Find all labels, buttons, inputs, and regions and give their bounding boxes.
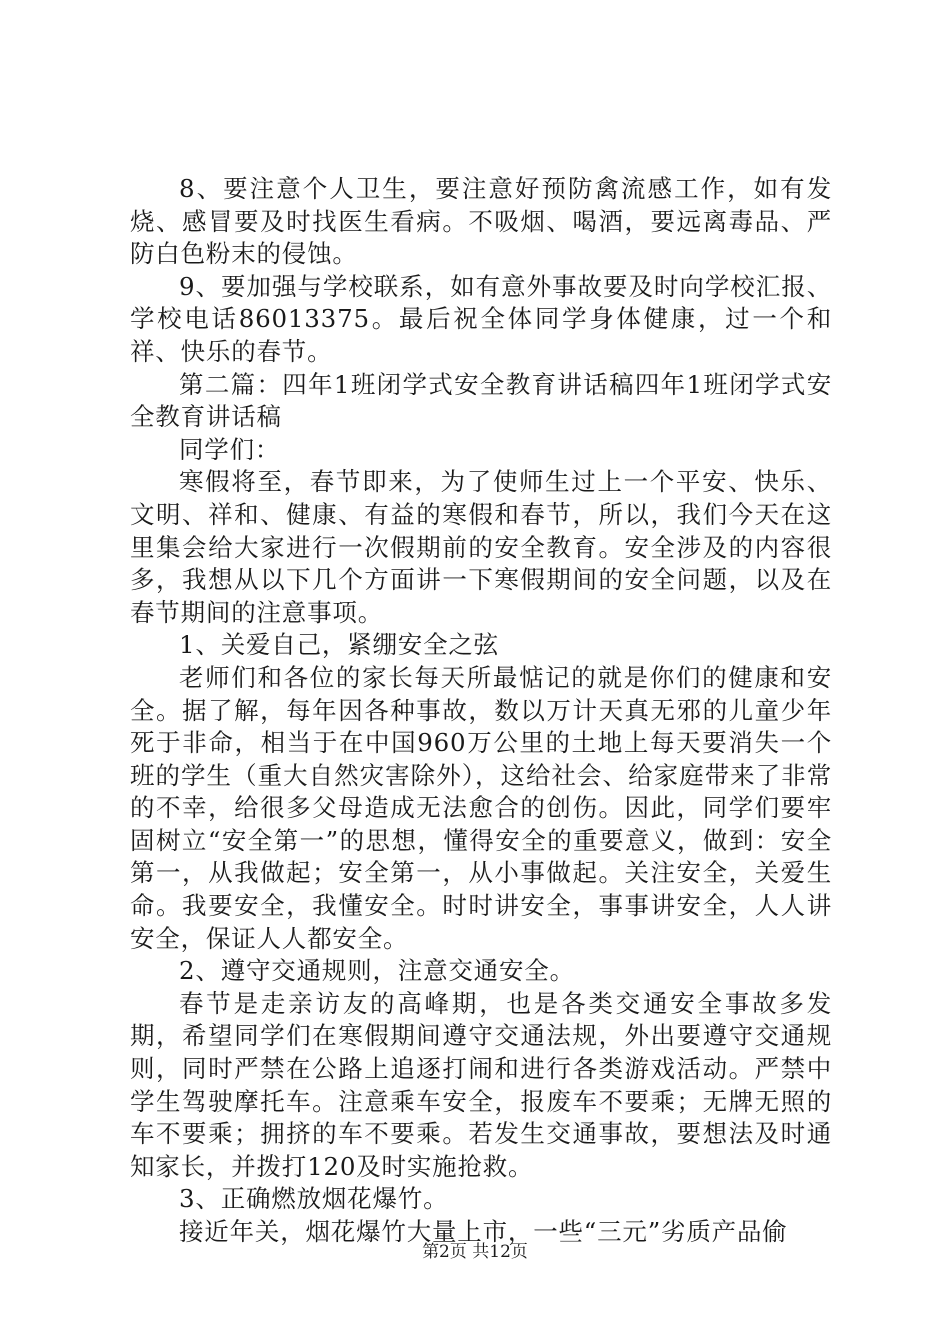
subheading-1: 1、关爱自己，紧绷安全之弦 <box>179 630 499 660</box>
paragraph-traffic: 春节是走亲访友的高峰期，也是各类交通安全事故多发期，希望同学们在寒假期间遵守交通法规，外出要遵守交通规则，同时严禁在公路上追逐打闹和进行各类游戏活动。严禁中学生驾驶摩托车。注意乘车安全，报废车不要乘；无牌无照的车不要乘；拥挤的车不要乘。若发生交通事故，要想法及时通知家长，并拨打120及时实施抢救。 <box>130 988 832 1181</box>
paragraph-intro: 寒假将至，春节即来，为了使师生过上一个平安、快乐、文明、祥和、健康、有益的寒假和春节，所以，我们今天在这里集会给大家进行一次假期前的安全教育。安全涉及的内容很多，我想从以下几个方面讲一下寒假期间的安全问题，以及在春节期间的注意事项。 <box>130 467 832 627</box>
paragraph-safety: 老师们和各位的家长每天所最惦记的就是你们的健康和安全。据了解，每年因各种事故，数以万计天真无邪的儿童少年死于非命，相当于在中国960万公里的土地上每天要消失一个班的学生（重大自然灾害除外），这给社会、给家庭带来了非常的不幸，给很多父母造成无法愈合的创伤。因此，同学们要牢固树立“安全第一”的思想，懂得安全的重要意义，做到：安全第一，从我做起；安全第一，从小事做起。关注安全，关爱生命。我要安全，我懂安全。时时讲安全，事事讲安全，人人讲安全，保证人人都安全。 <box>130 662 832 953</box>
paragraph-fireworks: 接近年关，烟花爆竹大量上市，一些“三元”劣质产品偷 <box>179 1217 788 1246</box>
document-body <box>130 173 832 1249</box>
subheading-2: 2、遵守交通规则，注意交通安全。 <box>179 956 575 986</box>
paragraph-item-9: 9、要加强与学校联系，如有意外事故要及时向学校汇报、学校电话86013375。最后祝全体同学身体健康，过一个和祥、快乐的春节。 <box>130 271 832 366</box>
paragraph-item-8: 8、要注意个人卫生，要注意好预防禽流感工作，如有发烧、感冒要及时找医生看病。不吸烟、喝酒，要远离毒品、严防白色粉末的侵蚀。 <box>130 174 832 269</box>
salutation: 同学们： <box>179 434 281 464</box>
subheading-3: 3、正确燃放烟花爆竹。 <box>179 1184 449 1214</box>
page-number-footer: 第2页 共12页 <box>422 1242 528 1262</box>
section-heading: 第二篇：四年1班闭学式安全教育讲话稿四年1班闭学式安全教育讲话稿 <box>130 369 832 432</box>
